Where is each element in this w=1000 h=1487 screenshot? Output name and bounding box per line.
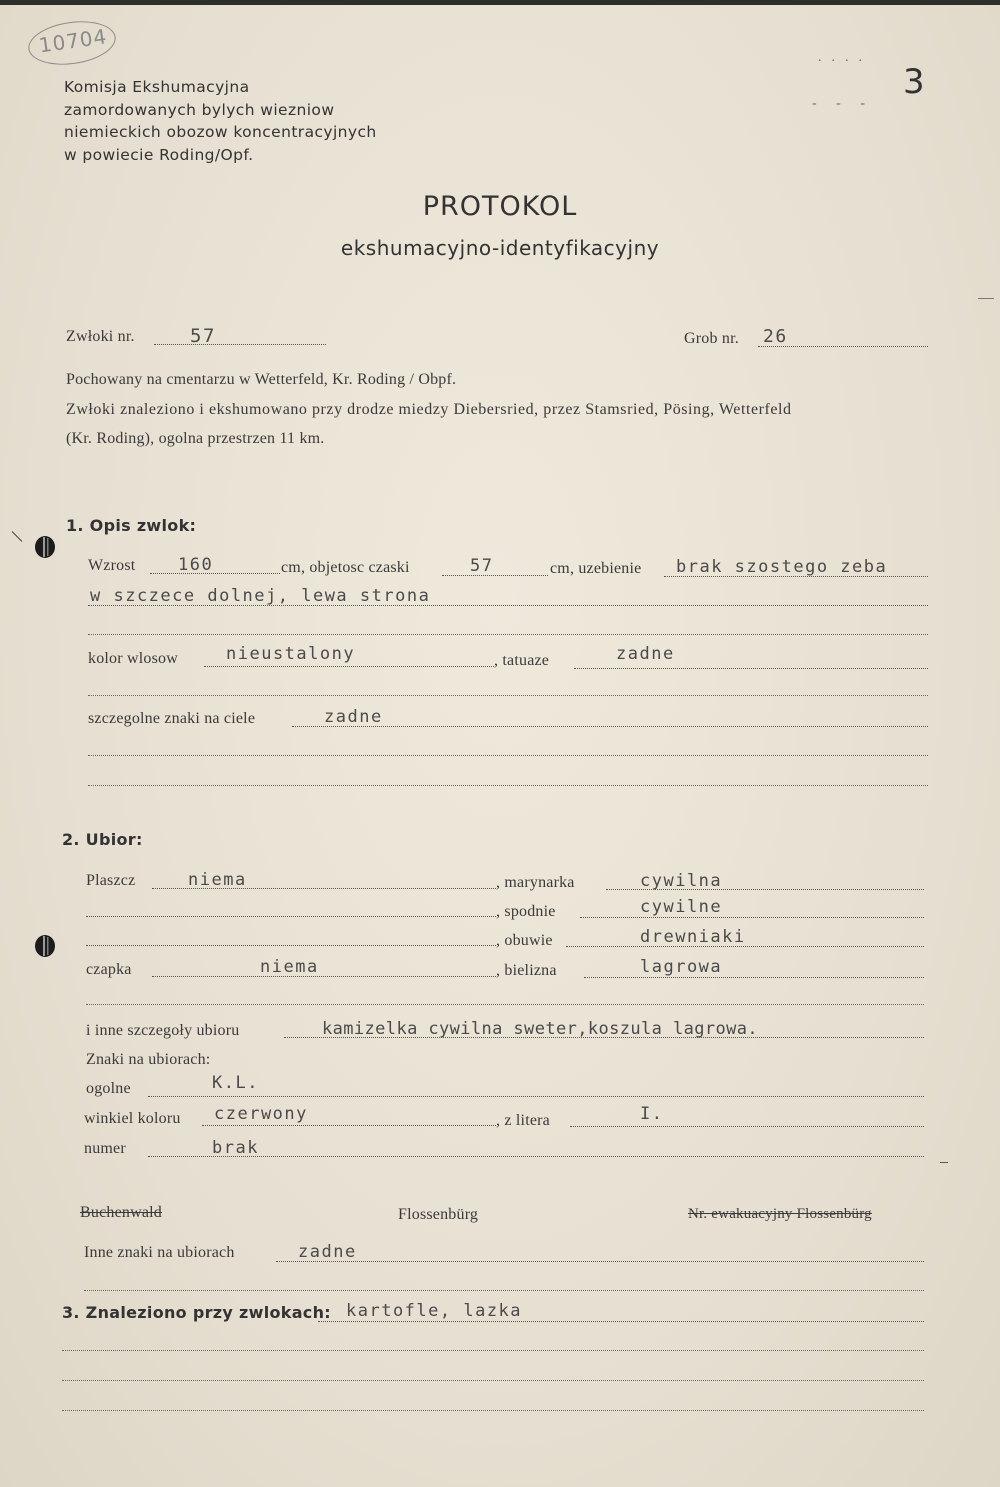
header-line: w powiecie Roding/Opf. — [64, 145, 254, 164]
body-marks-value: zadne — [324, 707, 383, 727]
jacket-label: , marynarka — [496, 874, 575, 891]
found-location: Zwłoki znaleziono i ekshumowano przy drodze miedzy Diebersried, przez Stamsried, Pösing, Wetterfeld — [66, 401, 792, 418]
punch-hole-icon — [34, 934, 56, 958]
general-marks-label: ogolne — [86, 1080, 131, 1097]
blank-line — [88, 785, 928, 786]
tattoo-line — [574, 668, 928, 669]
blank-line — [88, 695, 928, 696]
height-line — [150, 573, 280, 574]
underwear-line — [584, 977, 924, 978]
general-marks-line — [148, 1096, 924, 1097]
edge-mark — [940, 1162, 948, 1163]
blank-field-line — [86, 916, 496, 917]
skull-value: 57 — [470, 556, 494, 576]
body-number-value: 57 — [190, 325, 216, 347]
triangle-color-label: winkiel koloru — [84, 1110, 181, 1127]
jacket-value: cywilna — [640, 871, 723, 891]
skull-line — [442, 575, 548, 576]
page-number: 3 — [903, 62, 925, 102]
trousers-line — [580, 917, 924, 918]
section-2-heading: 2. Ubior: — [62, 830, 143, 849]
underwear-value: lagrowa — [640, 957, 723, 977]
page-marks-2: - - - — [812, 96, 873, 111]
grave-number-label: Grob nr. — [684, 330, 739, 347]
found-items-value: kartofle, lazka — [346, 1301, 523, 1321]
triangle-color-line — [202, 1125, 496, 1126]
burial-location: Pochowany na cmentarzu w Wetterfeld, Kr. Roding / Obpf. — [66, 371, 457, 388]
evacuation-number-struck: Nr. ewakuacyjny Flossenbürg — [688, 1206, 872, 1222]
letter-value: I. — [640, 1104, 664, 1124]
height-unit-label: cm, objetosc czaski — [281, 559, 410, 576]
edge-mark — [978, 298, 994, 299]
blank-line — [88, 755, 928, 756]
section-1-heading: 1. Opis zwlok: — [66, 516, 197, 535]
cap-label: czapka — [86, 961, 132, 978]
section-3-heading: 3. Znaleziono przy zwlokach: — [62, 1303, 331, 1322]
number-label: numer — [84, 1140, 126, 1157]
number-line — [148, 1156, 924, 1157]
coat-label: Plaszcz — [86, 872, 136, 889]
other-clothing-marks-label: Inne znaki na ubiorach — [84, 1244, 235, 1261]
blank-line — [88, 634, 928, 635]
punch-hole-icon — [34, 535, 56, 559]
underwear-label: , bielizna — [496, 962, 557, 979]
archive-stamp-number: 10704 — [37, 24, 109, 58]
hair-color-label: kolor wlosow — [88, 650, 178, 667]
tattoo-value: zadne — [616, 644, 675, 664]
shoes-label: , obuwie — [496, 932, 553, 949]
camp-struck: Buchenwald — [80, 1204, 162, 1221]
archive-stamp — [26, 16, 119, 70]
camp-name: Flossenbürg — [398, 1206, 479, 1223]
hair-color-line — [204, 666, 494, 667]
height-value: 160 — [178, 555, 214, 575]
tattoo-label: , tatuaze — [494, 652, 550, 669]
blank-line — [86, 1004, 924, 1005]
header-line: Komisja Ekshumacyjna — [64, 78, 250, 96]
found-items-line — [318, 1321, 924, 1322]
skull-unit-label: cm, uzebienie — [550, 560, 642, 577]
shoes-value: drewniaki — [640, 927, 746, 947]
found-location-cont: (Kr. Roding), ogolna przestrzen 11 km. — [66, 430, 325, 447]
clothing-marks-heading: Znaki na ubiorach: — [86, 1051, 211, 1068]
height-label: Wzrost — [88, 557, 136, 574]
scan-top-edge — [0, 0, 1000, 5]
blank-line — [84, 1290, 924, 1291]
trousers-label: , spodnie — [496, 903, 556, 920]
blank-line — [62, 1350, 924, 1351]
cap-value: niema — [260, 957, 319, 977]
page-marks: .... — [818, 50, 872, 65]
number-value: brak — [212, 1138, 259, 1158]
header-line: zamordowanych bylych wiezniow — [64, 100, 335, 119]
coat-value: niema — [188, 870, 247, 890]
other-clothing-value: kamizelka cywilna sweter,koszula lagrowa. — [322, 1019, 759, 1039]
blank-field-line — [86, 945, 496, 946]
body-number-label: Zwłoki nr. — [66, 328, 135, 345]
letter-label: , z litera — [496, 1112, 550, 1129]
body-marks-line — [292, 726, 928, 727]
teeth-value-cont: w szczece dolnej, lewa strona — [90, 586, 431, 606]
commission-header — [64, 76, 377, 166]
other-clothing-label: i inne szczegoły ubioru — [86, 1022, 240, 1039]
document-subtitle: ekshumacyjno-identyfikacyjny — [340, 236, 660, 260]
margin-tick — [12, 531, 23, 542]
triangle-color-value: czerwony — [214, 1104, 308, 1124]
teeth-value: brak szostego zeba — [676, 557, 888, 577]
blank-line — [62, 1410, 924, 1411]
body-marks-label: szczegolne znaki na ciele — [88, 710, 256, 727]
other-clothing-marks-line — [276, 1261, 924, 1262]
header-line: niemieckich obozow koncentracyjnych — [64, 123, 377, 141]
other-clothing-marks-value: zadne — [298, 1242, 357, 1262]
trousers-value: cywilne — [640, 897, 723, 917]
blank-line — [62, 1380, 924, 1381]
body-number-line — [154, 344, 326, 345]
general-marks-value: K.L. — [212, 1073, 259, 1093]
hair-color-value: nieustalony — [226, 644, 356, 664]
cap-line — [152, 976, 496, 977]
letter-line — [570, 1126, 924, 1127]
grave-number-value: 26 — [763, 326, 788, 347]
document-title: PROTOKOL — [422, 191, 578, 222]
